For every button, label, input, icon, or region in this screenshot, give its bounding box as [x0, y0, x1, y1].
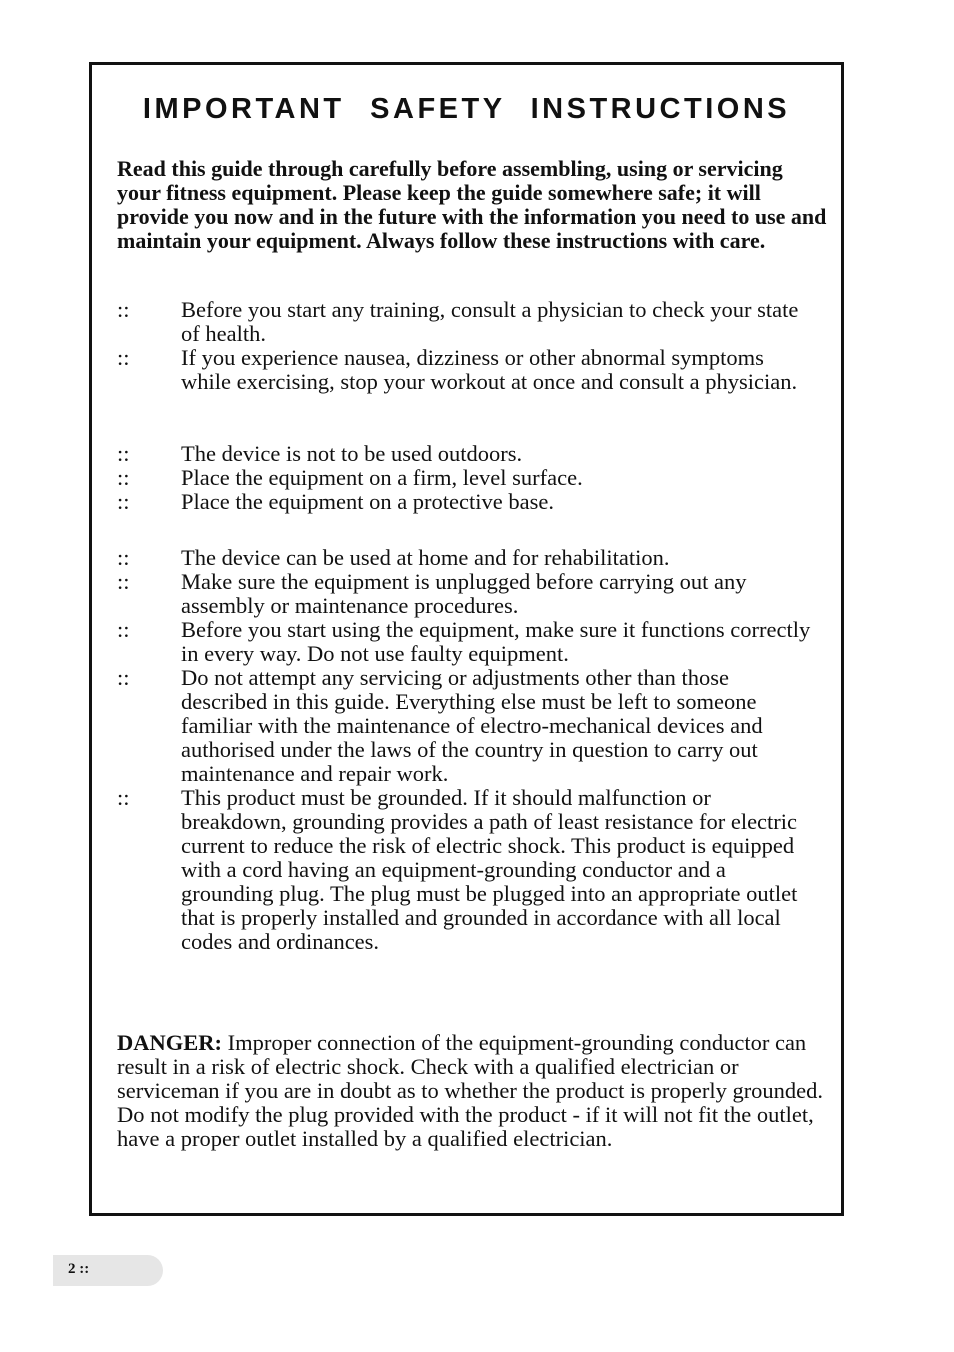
list-item-text: Do not attempt any servicing or adjustments other than those described in this guide. Everything else must be left to someone familiar with the maintenance of electro-mechanical devices and authorised under the laws of the country in question to carry out maintenance and repair work.: [181, 665, 763, 786]
list-item: [117, 466, 817, 490]
instruction-group-placement: [117, 442, 817, 514]
list-item-text: Place the equipment on a firm, level surface.: [181, 465, 583, 490]
bullet-marker: ::: [117, 665, 130, 690]
list-item-text: Make sure the equipment is unplugged before carrying out any assembly or maintenance procedures.: [181, 569, 747, 618]
bullet-marker: ::: [117, 617, 130, 642]
intro-paragraph: Read this guide through carefully before assembling, using or servicing your fitness equipment. Please keep the guide somewhere safe; it will provide you now and in the future with the information you need to use and maintain your equipment. Always follow these instructions with care.: [117, 156, 827, 253]
instruction-group-health: [117, 298, 817, 394]
list-item: [117, 298, 817, 346]
bullet-marker: ::: [117, 545, 130, 570]
danger-text: Improper connection of the equipment-grounding conductor can result in a risk of electric shock. Check with a qualified electrician or serviceman if you are in doubt as to whether the product is properly grounded. Do not modify the plug provided with the product - if it will not fit the outlet, have a proper outlet installed by a qualified electrician.: [117, 1030, 824, 1151]
list-item: [117, 570, 817, 618]
list-item-text: Before you start any training, consult a physician to check your state of health.: [181, 297, 799, 346]
list-item-text: Place the equipment on a protective base.: [181, 489, 554, 514]
bullet-marker: ::: [117, 489, 130, 514]
bullet-marker: ::: [117, 785, 130, 810]
bullet-marker: ::: [117, 465, 130, 490]
bullet-marker: ::: [117, 441, 130, 466]
bullet-marker: ::: [117, 297, 130, 322]
list-item: [117, 490, 817, 514]
list-item: [117, 666, 817, 786]
page-number-tab: [53, 1255, 163, 1286]
list-item: [117, 346, 817, 394]
list-item: [117, 442, 817, 466]
list-item-text: Before you start using the equipment, make sure it functions correctly in every way. Do not use faulty equipment.: [181, 617, 811, 666]
safety-instructions-box: [89, 62, 844, 1216]
list-item: [117, 786, 817, 954]
list-item: [117, 546, 817, 570]
list-item-text: This product must be grounded. If it should malfunction or breakdown, grounding provides a path of least resistance for electric current to reduce the risk of electric shock. This product is equipped with a cord having an equipment-grounding conductor and a grounding plug. The plug must be plugged into an appropriate outlet that is properly installed and grounded in accordance with all local codes and ordinances.: [181, 785, 798, 954]
danger-warning: [117, 1031, 829, 1151]
list-item: [117, 618, 817, 666]
danger-label: DANGER:: [117, 1030, 222, 1055]
list-item-text: The device can be used at home and for rehabilitation.: [181, 545, 670, 570]
page-number: 2 ::: [68, 1261, 90, 1277]
page-title: IMPORTANT SAFETY INSTRUCTIONS: [142, 93, 791, 125]
bullet-marker: ::: [117, 345, 130, 370]
list-item-text: If you experience nausea, dizziness or other abnormal symptoms while exercising, stop your workout at once and consult a physician.: [181, 345, 798, 394]
list-item-text: The device is not to be used outdoors.: [181, 441, 523, 466]
instruction-group-usage: [117, 546, 817, 954]
bullet-marker: ::: [117, 569, 130, 594]
